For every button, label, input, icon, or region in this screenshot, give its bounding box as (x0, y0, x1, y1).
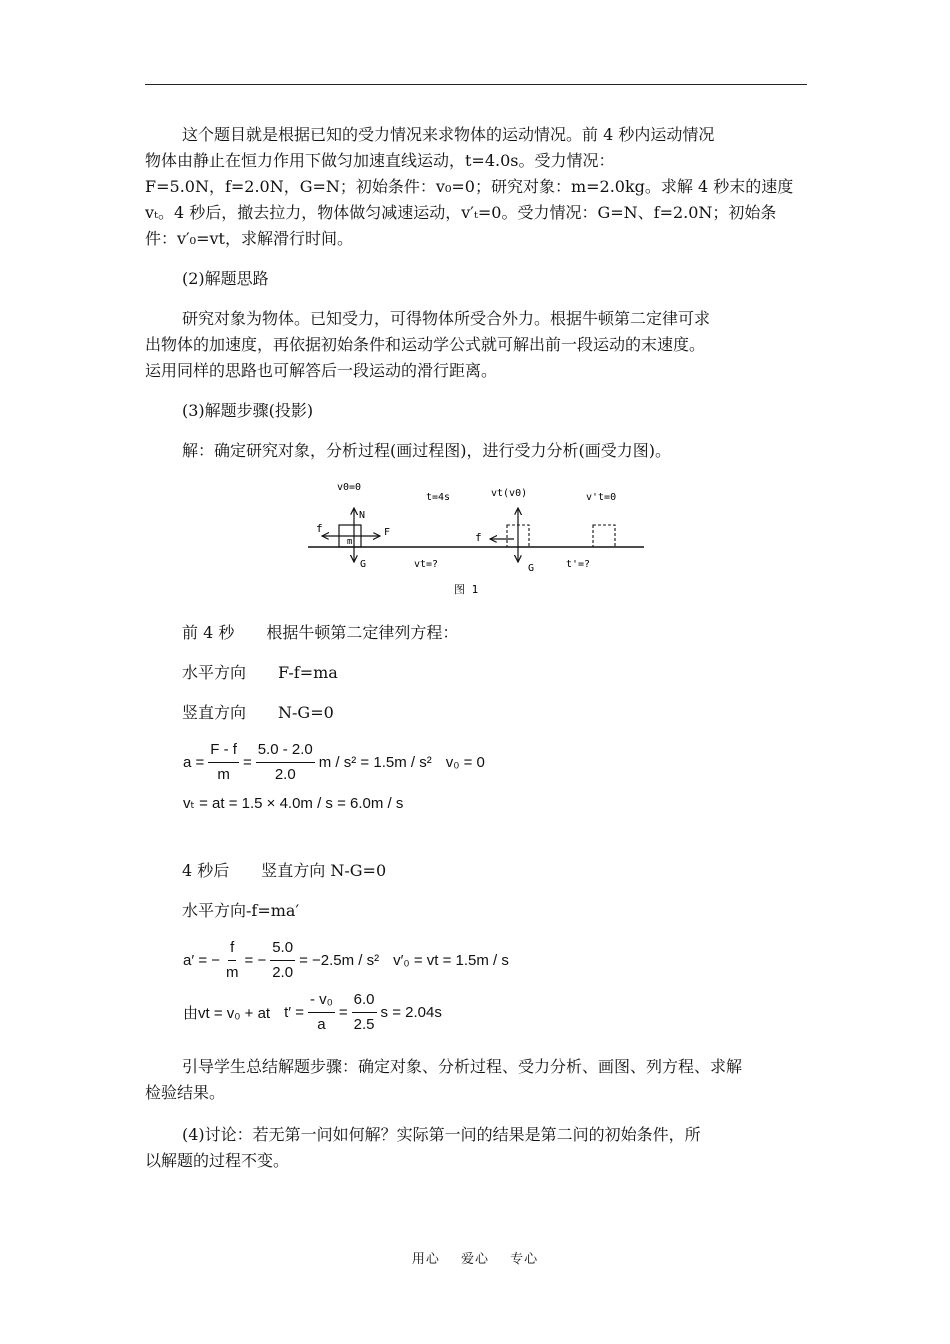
label-N: N (359, 510, 366, 521)
label-vt-question: vt=? (414, 559, 439, 570)
header-rule (145, 84, 807, 85)
label-f-mid: f (475, 531, 482, 544)
page-footer: 用心 爱心 专心 (411, 1252, 539, 1267)
intro-line-5: 件：v′₀=vt，求解滑行时间。 (145, 229, 353, 248)
label-m: m (347, 537, 353, 547)
label-F: F (384, 527, 391, 538)
figure-caption: 图 1 (454, 583, 479, 596)
equation-time: 由vt = v₀ + at t′ = $\frac{\text{- v₀}}{a}$ = $\frac{6.0}{2.5}$ s = 2.04s (183, 991, 442, 1033)
section2-line-1: 研究对象为物体。已知受力，可得物体所受合外力。根据牛顿第二定律可求 (182, 309, 711, 328)
discussion-line-2: 以解题的过程不变。 (145, 1151, 290, 1170)
equation-vt: vₜ = at = 1.5 × 4.0m / s = 6.0m / s (183, 795, 404, 812)
fraction-5-over-2: $\frac{5.0}{2.0}$ (272, 939, 294, 981)
section3-solution: 解：确定研究对象，分析过程(画过程图)，进行受力分析(画受力图)。 (182, 441, 671, 460)
fraction-6-over-2.5: $\frac{6.0}{2.5}$ (353, 991, 375, 1033)
label-t: t=4s (426, 492, 451, 503)
label-vt-prime: v't=0 (586, 492, 617, 503)
section2-heading: (2)解题思路 (182, 269, 269, 288)
summary-line-1: 引导学生总结解题步骤：确定对象、分析过程、受力分析、画图、列方程、求解 (182, 1057, 743, 1076)
label-G1: G (360, 559, 367, 570)
section2-line-3: 运用同样的思路也可解答后一段运动的滑行距离。 (145, 361, 498, 380)
intro-line-1: 这个题目就是根据已知的受力情况来求物体的运动情况。前 4 秒内运动情况 (182, 125, 715, 144)
intro-line-4: vₜ。4 秒后，撤去拉力，物体做匀减速运动，v′ₜ=0。受力情况：G=N、f=2.0N；初始条 (145, 203, 777, 222)
first4-heading: 前 4 秒 根据牛顿第二定律列方程： (182, 623, 459, 642)
label-G2: G (528, 563, 535, 574)
after4-horizontal: 水平方向-f=ma′ (182, 901, 300, 920)
fraction-v0-over-a: $\frac{\text{- v₀}}{a}$ (310, 991, 333, 1033)
section3-heading: (3)解题步骤(投影) (182, 401, 314, 420)
equation-acceleration: a = $\frac{F - f}{m}$ = $\frac{5.0 - 2.0}{2.0}$ m / s² = 1.5m / s² v₀ = 0 (183, 741, 485, 783)
intro-line-2: 物体由静止在恒力作用下做匀加速直线运动，t=4.0s。受力情况： (145, 151, 615, 170)
section2-line-2: 出物体的加速度，再依据初始条件和运动学公式就可解出前一段运动的末速度。 (145, 335, 706, 354)
label-v0: v0=0 (337, 482, 362, 493)
summary-line-2: 检验结果。 (145, 1083, 226, 1102)
discussion-line-1: (4)讨论：若无第一问如何解？实际第一问的结果是第二问的初始条件，所 (182, 1125, 701, 1144)
intro-line-3: F=5.0N，f=2.0N，G=N；初始条件：v₀=0；研究对象：m=2.0kg。求解 4 秒末的速度 (145, 177, 794, 196)
process-diagram (300, 474, 650, 600)
label-f-left: f (316, 522, 323, 535)
fraction-values: $\frac{5.0 - 2.0}{2.0}$ (257, 741, 313, 783)
fraction-f-over-m: $\frac{f}{m}$ (226, 939, 239, 981)
label-vt-v0: vt(v0) (491, 488, 528, 499)
after4-heading: 4 秒后 竖直方向 N-G=0 (182, 861, 387, 880)
block-end (593, 525, 615, 547)
equation-deceleration: a′ = − $\frac{f}{m}$ = − $\frac{5.0}{2.0}$ = −2.5m / s² v′₀ = vt = 1.5m / s (183, 939, 509, 981)
first4-vertical: 竖直方向 N-G=0 (182, 703, 334, 722)
label-t-prime-question: t'=? (566, 559, 591, 570)
fraction-F-f-over-m: $\frac{F - f}{m}$ (210, 741, 237, 783)
first4-horizontal: 水平方向 F-f=ma (182, 663, 338, 682)
